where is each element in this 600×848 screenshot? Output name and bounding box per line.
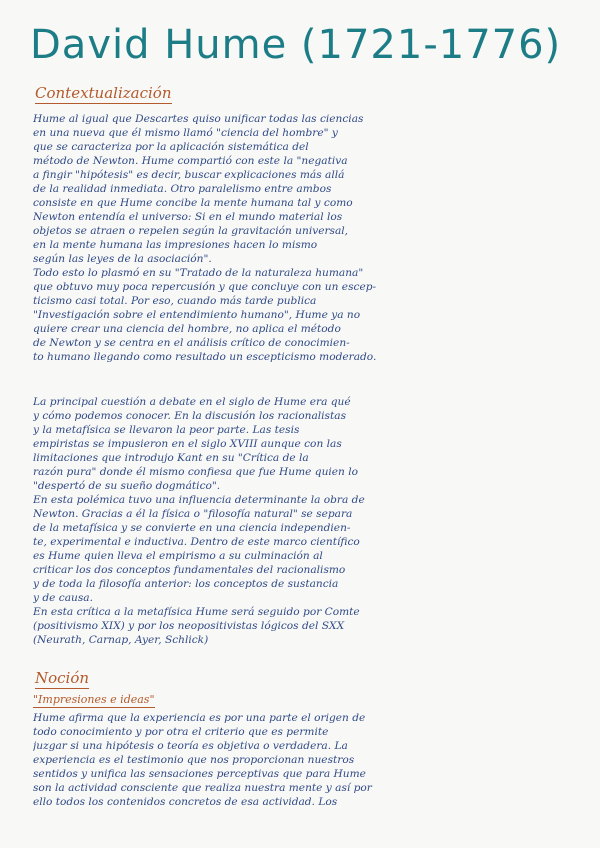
text-line: Todo esto lo plasmó en su "Tratado de la naturaleza humana": [33, 267, 364, 279]
text-line: "Investigación sobre el entendimiento humano", Hume ya no: [33, 309, 361, 321]
section-heading-contextualizacion: [35, 84, 172, 104]
text-line: Newton entendía el universo: Si en el mundo material los: [33, 211, 343, 223]
text-line: en una nueva que él mismo llamó "ciencia del hombre" y: [33, 127, 338, 139]
text-line: experiencia es el testimonio que nos proporcionan nuestros: [33, 754, 355, 766]
section-heading-nocion: [35, 669, 89, 689]
text-line: objetos se atraen o repelen según la gravitación universal,: [33, 225, 349, 237]
text-line: quiere crear una ciencia del hombre, no aplica el método: [33, 323, 341, 335]
text-line: ticismo casi total. Por eso, cuando más tarde publica: [33, 295, 317, 307]
page-title: David Hume (1721-1776): [30, 22, 562, 68]
text-line: de la metafísica y se convierte en una ciencia independien-: [33, 522, 351, 534]
text-line: Newton. Gracias a él la física o "filosofía natural" se separa: [33, 508, 353, 520]
text-line: empiristas se impusieron en el siglo XVIII aunque con las: [33, 438, 342, 450]
text-line: todo conocimiento y por otra el criterio que es permite: [33, 726, 329, 738]
paragraph-4: [33, 493, 553, 605]
text-line: a fingir "hipótesis" es decir, buscar explicaciones más allá: [33, 169, 345, 181]
text-line: te, experimental e inductiva. Dentro de este marco científico: [33, 536, 360, 548]
subheading-underline: [33, 707, 155, 708]
text-line: En esta crítica a la metafísica Hume será seguido por Comte: [33, 606, 360, 618]
subheading-text: "Impresiones e ideas": [33, 693, 155, 706]
text-line: razón pura" donde él mismo confiesa que fue Hume quien lo: [33, 466, 359, 478]
text-line: son la actividad consciente que realiza nuestra mente y así por: [33, 782, 372, 794]
text-line: según las leyes de la asociación".: [33, 253, 212, 265]
text-line: sentidos y unifica las sensaciones perceptivas que para Hume: [33, 768, 366, 780]
text-line: (Neurath, Carnap, Ayer, Schlick): [33, 634, 209, 646]
text-line: de la realidad inmediata. Otro paralelismo entre ambos: [33, 183, 332, 195]
text-line: que obtuvo muy poca repercusión y que concluye con un escep-: [33, 281, 377, 293]
text-line: En esta polémica tuvo una influencia determinante la obra de: [33, 494, 365, 506]
text-line: ello todos los contenidos concretos de esa actividad. Los: [33, 796, 338, 808]
paragraph-1: [33, 112, 553, 266]
text-line: Hume afirma que la experiencia es por una parte el origen de: [33, 712, 366, 724]
subheading-impresiones-ideas: [33, 693, 155, 708]
text-line: en la mente humana las impresiones hacen lo mismo: [33, 239, 318, 251]
text-line: y cómo podemos conocer. En la discusión los racionalistas: [33, 410, 347, 422]
text-line: que se caracteriza por la aplicación sistemática del: [33, 141, 309, 153]
text-line: método de Newton. Hume compartió con este la "negativa: [33, 155, 348, 167]
text-line: juzgar si una hipótesis o teoría es objetiva o verdadera. La: [33, 740, 348, 752]
text-line: consiste en que Hume concibe la mente humana tal y como: [33, 197, 353, 209]
text-line: La principal cuestión a debate en el siglo de Hume era qué: [33, 396, 351, 408]
section-heading-text: Noción: [35, 669, 90, 687]
paragraph-2: [33, 266, 553, 364]
paragraph-6: [33, 711, 553, 809]
heading-underline: [35, 688, 89, 689]
text-line: "despertó de su sueño dogmático".: [33, 480, 221, 492]
text-line: y la metafísica se llevaron la peor parte. Las tesis: [33, 424, 300, 436]
paragraph-3: [33, 395, 553, 493]
text-line: criticar los dos conceptos fundamentales del racionalismo: [33, 564, 346, 576]
text-line: y de toda la filosofía anterior: los conceptos de sustancia: [33, 578, 339, 590]
paragraph-5: [33, 605, 553, 647]
section-heading-text: Contextualización: [35, 84, 172, 102]
text-line: y de causa.: [33, 592, 93, 604]
text-line: de Newton y se centra en el análisis crítico de conocimien-: [33, 337, 350, 349]
text-line: to humano llegando como resultado un escepticismo moderado.: [33, 351, 377, 363]
text-line: limitaciones que introdujo Kant en su "Crítica de la: [33, 452, 309, 464]
text-line: (positivismo XIX) y por los neopositivistas lógicos del SXX: [33, 620, 345, 632]
heading-underline: [35, 103, 172, 104]
text-line: Hume al igual que Descartes quiso unificar todas las ciencias: [33, 113, 364, 125]
text-line: es Hume quien lleva el empirismo a su culminación al: [33, 550, 323, 562]
